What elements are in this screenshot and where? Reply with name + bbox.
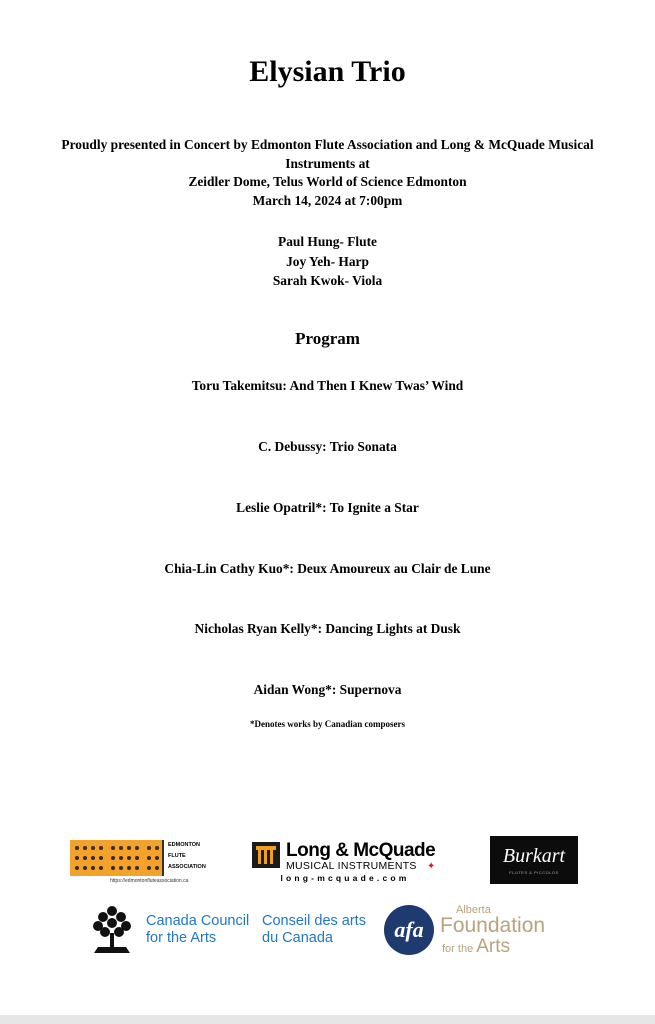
afa-emblem-icon: afa xyxy=(384,905,434,955)
presented-line: Instruments at xyxy=(285,155,370,171)
presentation-details xyxy=(0,136,655,210)
program-item: Chia-Lin Cathy Kuo*: Deux Amoureux au Clair de Lune xyxy=(164,561,491,576)
flute-key-dot xyxy=(135,856,139,860)
flute-key-dot xyxy=(119,866,123,870)
program-item: Nicholas Ryan Kelly*: Dancing Lights at Dusk xyxy=(194,621,461,636)
presented-line: Proudly presented in Concert by Edmonton Flute Association and Long & McQuade Musical xyxy=(61,137,594,152)
long-mcquade-mark-icon xyxy=(252,842,280,868)
performer: Joy Yeh- Harp xyxy=(286,253,369,269)
flute-key-dot xyxy=(119,856,123,860)
program-item: Aidan Wong*: Supernova xyxy=(253,682,402,697)
canada-council-tree-icon xyxy=(90,903,134,959)
concert-title: Elysian Trio xyxy=(249,55,406,88)
burkart-name: Burkart xyxy=(502,845,566,867)
flute-key-dot xyxy=(119,846,123,850)
flute-key-dot xyxy=(155,856,159,860)
program-item: Leslie Opatril*: To Ignite a Star xyxy=(236,500,419,515)
efa-wordmark: EDMONTON FLUTE ASSOCIATION xyxy=(162,840,208,876)
flute-key-dot xyxy=(147,846,151,850)
edmonton-flute-association-logo xyxy=(70,838,220,886)
flute-key-dot xyxy=(111,866,115,870)
afa-for-the-arts: for the Arts xyxy=(442,936,511,957)
flute-keys-icon xyxy=(70,840,162,876)
program-heading: Program xyxy=(295,329,360,348)
flute-key-dot xyxy=(111,846,115,850)
afa-alberta: Alberta xyxy=(456,904,491,916)
flute-key-dot xyxy=(99,856,103,860)
flute-key-dot xyxy=(135,866,139,870)
long-mcquade-name: Long & McQuade xyxy=(286,840,436,861)
burkart-subtitle: FLUTES & PICCOLOS xyxy=(509,870,559,875)
footnote: *Denotes works by Canadian composers xyxy=(249,719,405,729)
flute-key-dot xyxy=(135,846,139,850)
flute-key-dot xyxy=(91,866,95,870)
flute-key-dot xyxy=(91,846,95,850)
flute-key-dot xyxy=(83,846,87,850)
alberta-foundation-logo xyxy=(384,903,564,959)
canada-council-french: Conseil des arts du Canada xyxy=(262,913,366,946)
efa-url: https://edmontonfluteassociation.ca xyxy=(110,878,189,884)
flute-key-dot xyxy=(75,856,79,860)
performer: Sarah Kwok- Viola xyxy=(272,273,383,288)
venue-line: Zeidler Dome, Telus World of Science Edmonton xyxy=(188,174,467,189)
flute-key-dot xyxy=(127,846,131,850)
flute-key-dot xyxy=(155,846,159,850)
program-item: C. Debussy: Trio Sonata xyxy=(258,439,397,454)
flute-key-dot xyxy=(99,866,103,870)
long-mcquade-logo xyxy=(252,840,438,884)
flute-key-dot xyxy=(127,866,131,870)
performer: Paul Hung- Flute xyxy=(278,234,377,249)
flute-key-dot xyxy=(147,856,151,860)
long-mcquade-subtitle: MUSICAL INSTRUMENTS xyxy=(286,860,417,872)
canada-council-english: Canada Council for the Arts xyxy=(146,913,250,946)
flute-key-dot xyxy=(147,866,151,870)
flute-key-dot xyxy=(75,866,79,870)
afa-foundation: Foundation xyxy=(440,914,546,937)
flute-key-dot xyxy=(127,856,131,860)
flute-key-dot xyxy=(75,846,79,850)
flute-key-dot xyxy=(83,866,87,870)
flute-key-dot xyxy=(111,856,115,860)
date-line: March 14, 2024 at 7:00pm xyxy=(252,192,403,208)
flute-key-dot xyxy=(99,846,103,850)
maple-leaf-icon: ✦ xyxy=(427,861,436,872)
long-mcquade-url: long-mcquade.com xyxy=(280,873,410,883)
flute-key-dot xyxy=(155,866,159,870)
bottom-edge xyxy=(0,1015,655,1024)
performers-list xyxy=(0,232,655,291)
program-item: Toru Takemitsu: And Then I Knew Twas’ Wind xyxy=(191,378,464,393)
canada-council-logo xyxy=(90,903,375,959)
flute-key-dot xyxy=(83,856,87,860)
burkart-logo xyxy=(490,836,578,884)
flute-key-dot xyxy=(91,856,95,860)
